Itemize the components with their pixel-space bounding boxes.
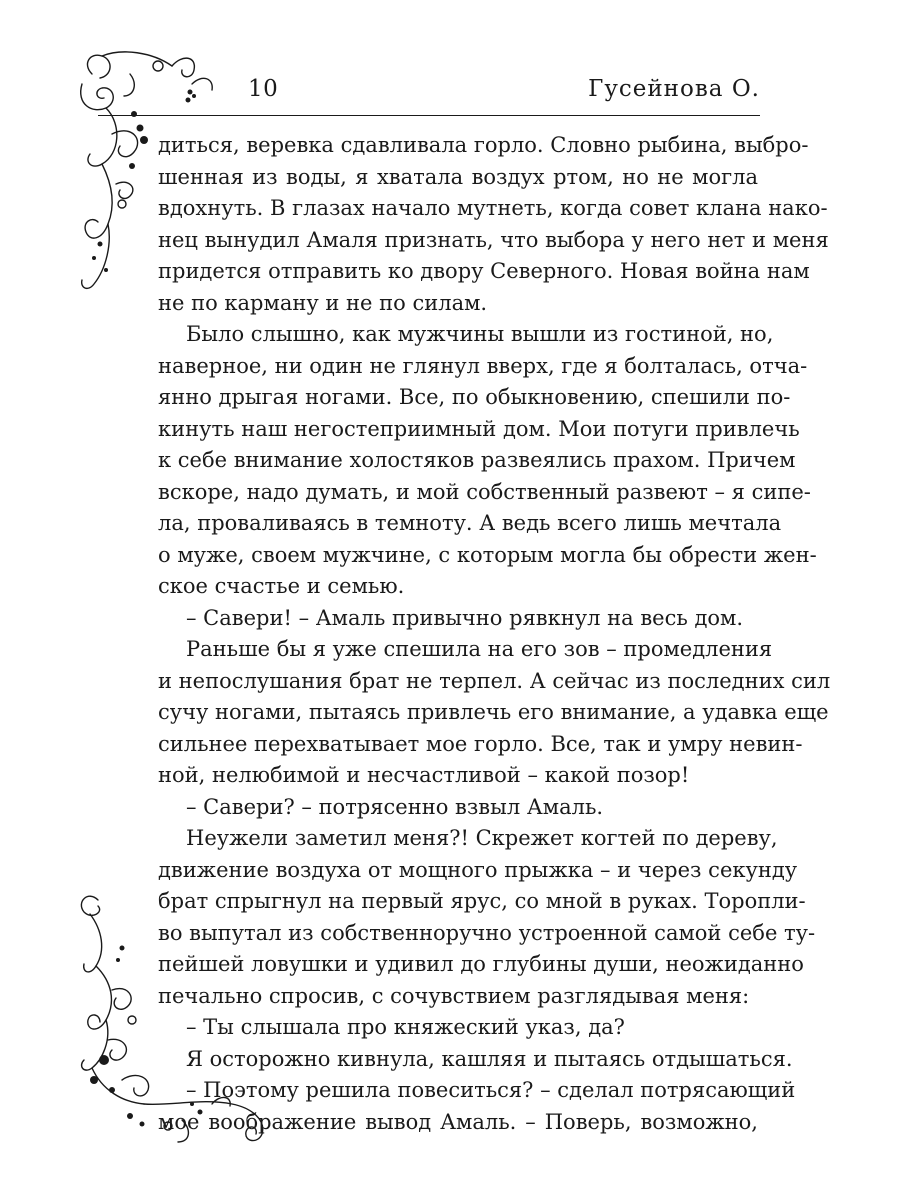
- text-line: и непослушания брат не терпел. А сейчас из последних сил: [158, 668, 831, 693]
- text-line: – Савери! – Амаль привычно рявкнул на весь дом.: [186, 605, 744, 630]
- text-line: нец вынудил Амаля признать, что выбора у него нет и меня: [158, 227, 829, 252]
- header-rule: [98, 115, 760, 116]
- text-line: мое воображение вывод Амаль. – Поверь, возможно,: [158, 1109, 758, 1134]
- text-line: сучу ногами, пытаясь привлечь его внимание, а удавка еще: [158, 700, 829, 724]
- text-line: ское счастье и семью.: [158, 574, 405, 598]
- text-line: придется отправить ко двору Северного. Новая война нам: [158, 259, 810, 283]
- text-line: к себе внимание холостяков развеялись прахом. Причем: [158, 448, 796, 472]
- text-line: диться, веревка сдавливала горло. Словно рыбина, выбро-: [158, 133, 809, 157]
- text-line: во выпутал из собственноручно устроенной самой себе ту-: [158, 920, 816, 945]
- text-line: сильнее перехватывает мое горло. Все, так и умру невин-: [158, 731, 803, 756]
- text-line: – Ты слышала про княжеский указ, да?: [186, 1015, 625, 1039]
- text-line: вскоре, надо думать, и мой собственный развеют – я сипе-: [158, 479, 811, 504]
- text-line: Я осторожно кивнула, кашляя и пытаясь отдышаться.: [186, 1046, 793, 1071]
- text-line: печально спросив, с сочувствием разглядывая меня:: [158, 983, 750, 1008]
- text-line: – Савери? – потрясенно взвыл Амаль.: [186, 794, 604, 819]
- text-line: вдохнуть. В глазах начало мутнеть, когда совет клана нако-: [158, 196, 828, 220]
- text-line: ла, проваливаясь в темноту. А ведь всего лишь мечтала: [158, 511, 782, 535]
- page-header: [158, 72, 760, 112]
- page-number: 10: [248, 76, 279, 102]
- running-head-author: Гусейнова О.: [588, 76, 760, 102]
- text-line: не по карману и не по силам.: [158, 290, 488, 315]
- text-line: о муже, своем мужчине, с которым могла бы обрести жен-: [158, 542, 817, 567]
- text-line: пейшей ловушки и удивил до глубины души, неожиданно: [158, 952, 804, 976]
- text-line: шенная из воды, я хватала воздух ртом, но не могла: [158, 164, 758, 189]
- text-line: кинуть наш негостеприимный дом. Мои потуги привлечь: [158, 416, 800, 441]
- text-line: янно дрыгая ногами. Все, по обыкновению, спешили по-: [158, 385, 791, 409]
- text-line: ной, нелюбимой и несчастливой – какой позор!: [158, 763, 690, 787]
- text-line: брат спрыгнул на первый ярус, со мной в руках. Торопли-: [158, 889, 806, 913]
- text-line: – Поэтому решила повеситься? – сделал потрясающий: [186, 1078, 796, 1102]
- text-line: наверное, ни один не глянул вверх, где я болталась, отча-: [158, 353, 808, 378]
- body-text: [158, 130, 831, 1138]
- text-line: движение воздуха от мощного прыжка – и через секунду: [158, 857, 798, 882]
- text-line: Было слышно, как мужчины вышли из гостиной, но,: [186, 322, 774, 346]
- text-line: Раньше бы я уже спешила на его зов – промедления: [186, 637, 773, 661]
- text-line: Неужели заметил меня?! Скрежет когтей по дереву,: [186, 826, 778, 850]
